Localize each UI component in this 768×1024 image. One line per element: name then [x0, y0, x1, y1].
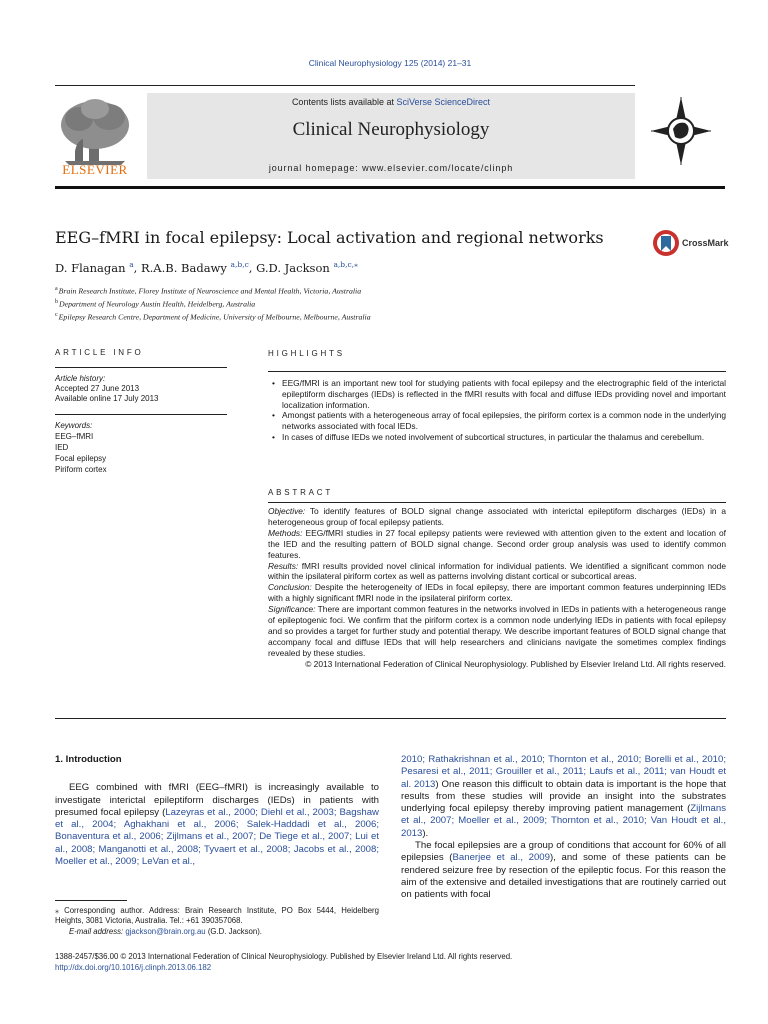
contents-prefix: Contents lists available at	[291, 97, 397, 107]
citation-links[interactable]: 2010; Rathakrishnan et al., 2010; Thornton et al., 2010; Borelli et al., 2010; Pesaresi et al., 2011; Grouiller et al., 2011; Laufs et al., 2011; van Houdt et al. 2013	[401, 754, 726, 790]
intro-paragraph: EEG combined with fMRI (EEG–fMRI) is increasingly available to investigate interictal epileptiform discharges (IEDs) in patients with presumed focal epilepsy (Lazeyras et al., 2000; Diehl et al., 2003; Bagshaw et al., 2004; Aghakhani et al., 2006; Salek-Haddadi et al., 2006; Bonaventura et al., 2006; Zijlmans et al., 2007; De Tiege et al., 2007; Lui et al., 2008; Manganotti et al., 2008; Tyvaert et al., 2008; Jacobs et al., 2008; Moeller et al., 2009; LeVan et al.,	[55, 782, 379, 868]
doi-link[interactable]: http://dx.doi.org/10.1016/j.clinph.2013.06.182	[55, 962, 212, 972]
highlights-list	[270, 378, 726, 443]
crossmark-label: CrossMark	[682, 238, 729, 248]
keyword: EEG–fMRI	[55, 432, 94, 441]
history-online: Available online 17 July 2013	[55, 394, 159, 403]
footnote-rule	[55, 900, 127, 901]
abstract-results: Results: fMRI results provided novel clinical information for individual patients. We identified a significant common node within the ipsilateral piriform cortex as well as patterns involving distant cortical or subcortical areas.	[268, 560, 726, 582]
article-info-heading: ARTICLE INFO	[55, 348, 144, 357]
journal-reference[interactable]: Clinical Neurophysiology 125 (2014) 21–31	[308, 58, 472, 68]
affiliation: $^b$Department of Neurology Austin Health, Heidelberg, Australia	[55, 299, 256, 309]
keywords-block	[55, 420, 227, 475]
highlight-item: • EEG/fMRI is an important new tool for studying patients with focal epilepsy and the electrographic field of the interictal epileptiform discharges (IEDs) is reflected in the fMRI results with focal and diffuse IEDs providing novel and important localization information.	[270, 378, 726, 410]
intro-left-column	[55, 754, 379, 868]
highlight-item: • In cases of diffuse IEDs we noted involvement of subcortical structures, in particular the thalamus and cerebellum.	[270, 432, 726, 443]
author-name: D. Flanagan	[55, 260, 130, 275]
issn-line: 1388-2457/$36.00 © 2013 International Federation of Clinical Neurophysiology. Published by Elsevier Ireland Ltd. All rights reserved.	[55, 952, 513, 961]
keyword: Focal epilepsy	[55, 454, 107, 463]
author-name: R.A.B. Badawy	[140, 260, 231, 275]
abstract-conclusion: Conclusion: Despite the heterogeneity of IEDs in focal epilepsy, there are important common features underpinning IEDs with a highly significant fMRI node in the ipsilateral piriform cortex.	[268, 582, 726, 604]
author-email-link[interactable]: gjackson@brain.org.au	[125, 926, 206, 936]
history-accepted: Accepted 27 June 2013	[55, 384, 140, 393]
abstract-bottom-rule	[55, 718, 726, 719]
intro-paragraph-continued: 2010; Rathakrishnan et al., 2010; Thornton et al., 2010; Borelli et al., 2010; Pesaresi et al., 2011; Grouiller et al., 2011; Laufs et al., 2011; van Houdt et al. 2013) One reason this difficult to obtain data is important is the hope that results from these studies will provide an insight into the substrates underlying focal epilepsy thereby improving patient management (Zijlmans et al., 2007; Moeller et al., 2009; Thornton et al., 2010; Van Houdt et al., 2013).	[401, 754, 726, 839]
intro-paragraph: The focal epilepsies are a group of conditions that account for 60% of all epilepsies (Banerjee et al., 2009), and some of these patients can be rendered seizure free by resection of the epileptic focus. For this reason the aim of the extensive and detailed investigations that are routinely carried out on patients with focal	[401, 840, 727, 901]
author-name: G.D. Jackson	[256, 260, 334, 275]
journal-emblem-icon	[649, 95, 713, 167]
publisher-logo-text[interactable]: ELSEVIER	[62, 162, 128, 177]
masthead-bottom-rule	[55, 186, 725, 189]
journal-title: Clinical Neurophysiology	[292, 119, 490, 140]
publication-meta	[55, 952, 725, 973]
intro-right-column	[401, 754, 726, 902]
email-line: E-mail address: gjackson@brain.org.au (G.D. Jackson).	[69, 926, 262, 936]
author-affiliation-marker[interactable]: a,b,c,⁎	[333, 260, 358, 269]
corresponding-address: ⁎ Corresponding author. Address: Brain Research Institute, PO Box 5444, Heidelberg Heights, 3081 Victoria, Australia. Tel.: +61 390357068.	[55, 906, 379, 926]
citation-link[interactable]: Banerjee et al., 2009	[452, 852, 550, 864]
section-heading-introduction: 1. Introduction	[55, 754, 122, 765]
crossmark-icon	[652, 229, 680, 257]
highlights-rule	[268, 371, 726, 372]
author-affiliation-marker[interactable]: a,b,c	[230, 260, 249, 269]
author-affiliation-marker[interactable]: a	[129, 260, 134, 269]
abstract-rule	[268, 502, 726, 503]
article-info-rule	[55, 367, 227, 368]
journal-homepage[interactable]: journal homepage: www.elsevier.com/locate/clinph	[268, 163, 514, 173]
corresponding-author-footnote	[55, 906, 379, 937]
abstract-objective: Objective: To identify features of BOLD signal change associated with interictal epileptiform discharges (IEDs) in a heterogeneous group of focal epilepsy patients.	[268, 506, 726, 527]
masthead	[55, 85, 725, 188]
affiliation: $^a$Brain Research Institute, Florey Institute of Neuroscience and Mental Health, Victoria, Australia	[55, 286, 362, 296]
keyword: Piriform cortex	[55, 465, 107, 474]
article-title: EEG–fMRI in focal epilepsy: Local activation and regional networks	[55, 228, 604, 247]
abstract-methods: Methods: EEG/fMRI studies in 27 focal epilepsy patients were reviewed with attention given to the extent and location of the IED and the resulting pattern of BOLD signal change. Second order group analysis was used to identify common features.	[268, 527, 726, 560]
abstract-body	[268, 506, 726, 670]
abstract-copyright: © 2013 International Federation of Clinical Neurophysiology. Published by Elsevier Ireland Ltd. All rights reserved.	[305, 658, 726, 669]
author-list: D. Flanagan $^a$, R.A.B. Badawy $^{a,b,c}$, G.D. Jackson $^{a,b,c,⁎}$	[55, 260, 358, 275]
highlights-heading: HIGHLIGHTS	[268, 349, 345, 358]
citation-links[interactable]: Zijlmans et al., 2007; Moeller et al., 2009; Thornton et al., 2010; Van Houdt et al., 2013	[401, 803, 726, 839]
keywords-label: Keywords:	[55, 421, 93, 430]
sciencedirect-link[interactable]: SciVerse ScienceDirect	[396, 97, 491, 107]
keywords-rule	[55, 414, 227, 415]
abstract-heading: ABSTRACT	[268, 488, 334, 497]
abstract-significance: Significance: There are important common features in the networks involved in IEDs in patients with a heterogeneous range of epileptogenic foci. We confirm that the piriform cortex is a common node underlying IEDs in patients with focal epilepsy and so provides a target for further study and potential therapy. We describe important features of BOLD signal change that accompany focal and diffuse IEDs that will help researchers and clinicians navigate the sometimes complex findings revealed by these studies.	[268, 604, 726, 658]
article-history	[55, 374, 227, 404]
history-label: Article history:	[55, 374, 106, 383]
highlight-item: • Amongst patients with a heterogeneous array of focal epilepsies, the piriform cortex is a common node in the underlying networks associated with focal IEDs.	[270, 410, 726, 432]
affiliations	[55, 284, 655, 323]
keyword: IED	[55, 443, 69, 452]
journal-banner	[147, 93, 635, 179]
affiliation: $^c$Epilepsy Research Centre, Department of Medicine, University of Melbourne, Melbourne, Australia	[55, 312, 371, 322]
citation-links[interactable]: Lazeyras et al., 2000; Diehl et al., 2003; Bagshaw et al., 2004; Aghakhani et al., 2006; Salek-Haddadi et al., 2006; Bonaventura et al., 2006; Zijlmans et al., 2007; De Tiege et al., 2007; Lui et al., 2008; Manganotti et al., 2008; Tyvaert et al., 2008; Jacobs et al., 2008; Moeller et al., 2009; LeVan et al.,	[55, 806, 379, 868]
masthead-top-rule	[55, 85, 635, 86]
contents-line	[147, 97, 635, 107]
crossmark-badge[interactable]	[652, 229, 732, 259]
